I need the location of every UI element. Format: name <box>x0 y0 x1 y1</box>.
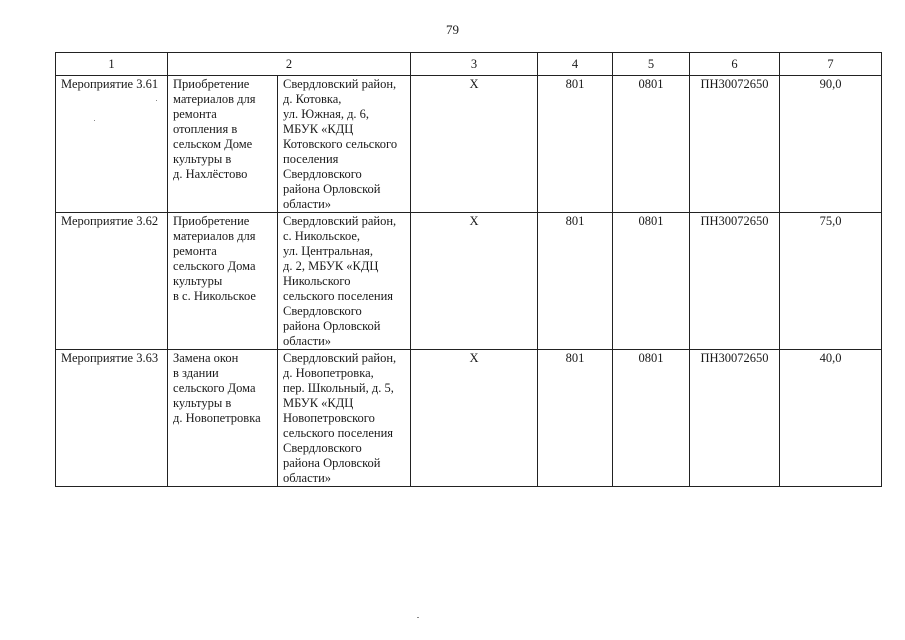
col6-cell: ПН30072650 <box>690 350 780 487</box>
description-cell: Приобретение материалов для ремонта сельского Дома культуры в с. Никольское <box>168 213 278 350</box>
col6-cell: ПН30072650 <box>690 213 780 350</box>
col6-cell: ПН30072650 <box>690 76 780 213</box>
col5-cell: 0801 <box>613 213 690 350</box>
amount-cell: 40,0 <box>780 350 882 487</box>
description-cell: Приобретение материалов для ремонта отопления в сельском Доме культуры в д. Нахлёстово <box>168 76 278 213</box>
col5-cell: 0801 <box>613 350 690 487</box>
col4-cell: 801 <box>538 76 613 213</box>
description-cell: Замена окон в здании сельского Дома культуры в д. Новопетровка <box>168 350 278 487</box>
event-cell: Мероприятие 3.62 <box>56 213 168 350</box>
col4-cell: 801 <box>538 350 613 487</box>
event-cell: Мероприятие 3.61 <box>56 76 168 213</box>
address-cell: Свердловский район, д. Новопетровка, пер. Школьный, д. 5, МБУК «КДЦ Новопетровского сельского поселения Свердловского района Орловской области» <box>278 350 411 487</box>
header-cell: 5 <box>613 53 690 76</box>
header-cell: 6 <box>690 53 780 76</box>
amount-cell: 90,0 <box>780 76 882 213</box>
scan-speck <box>417 617 419 618</box>
address-cell: Свердловский район, с. Никольское, ул. Центральная, д. 2, МБУК «КДЦ Никольского сельского поселения Свердловского района Орловской области» <box>278 213 411 350</box>
scan-speck <box>156 100 157 101</box>
table-header-row <box>56 53 882 76</box>
scan-speck <box>94 120 95 121</box>
col3-cell: Х <box>411 213 538 350</box>
table-row <box>56 350 882 487</box>
page-number: 79 <box>446 22 459 37</box>
table-row <box>56 76 882 213</box>
col3-cell: Х <box>411 76 538 213</box>
budget-table <box>55 52 882 487</box>
amount-cell: 75,0 <box>780 213 882 350</box>
col4-cell: 801 <box>538 213 613 350</box>
header-cell: 1 <box>56 53 168 76</box>
col3-cell: Х <box>411 350 538 487</box>
header-cell: 2 <box>168 53 411 76</box>
header-cell: 3 <box>411 53 538 76</box>
table-row <box>56 213 882 350</box>
event-cell: Мероприятие 3.63 <box>56 350 168 487</box>
address-cell: Свердловский район, д. Котовка, ул. Южная, д. 6, МБУК «КДЦ Котовского сельского поселения Свердловского района Орловской области» <box>278 76 411 213</box>
header-cell: 7 <box>780 53 882 76</box>
col5-cell: 0801 <box>613 76 690 213</box>
header-cell: 4 <box>538 53 613 76</box>
